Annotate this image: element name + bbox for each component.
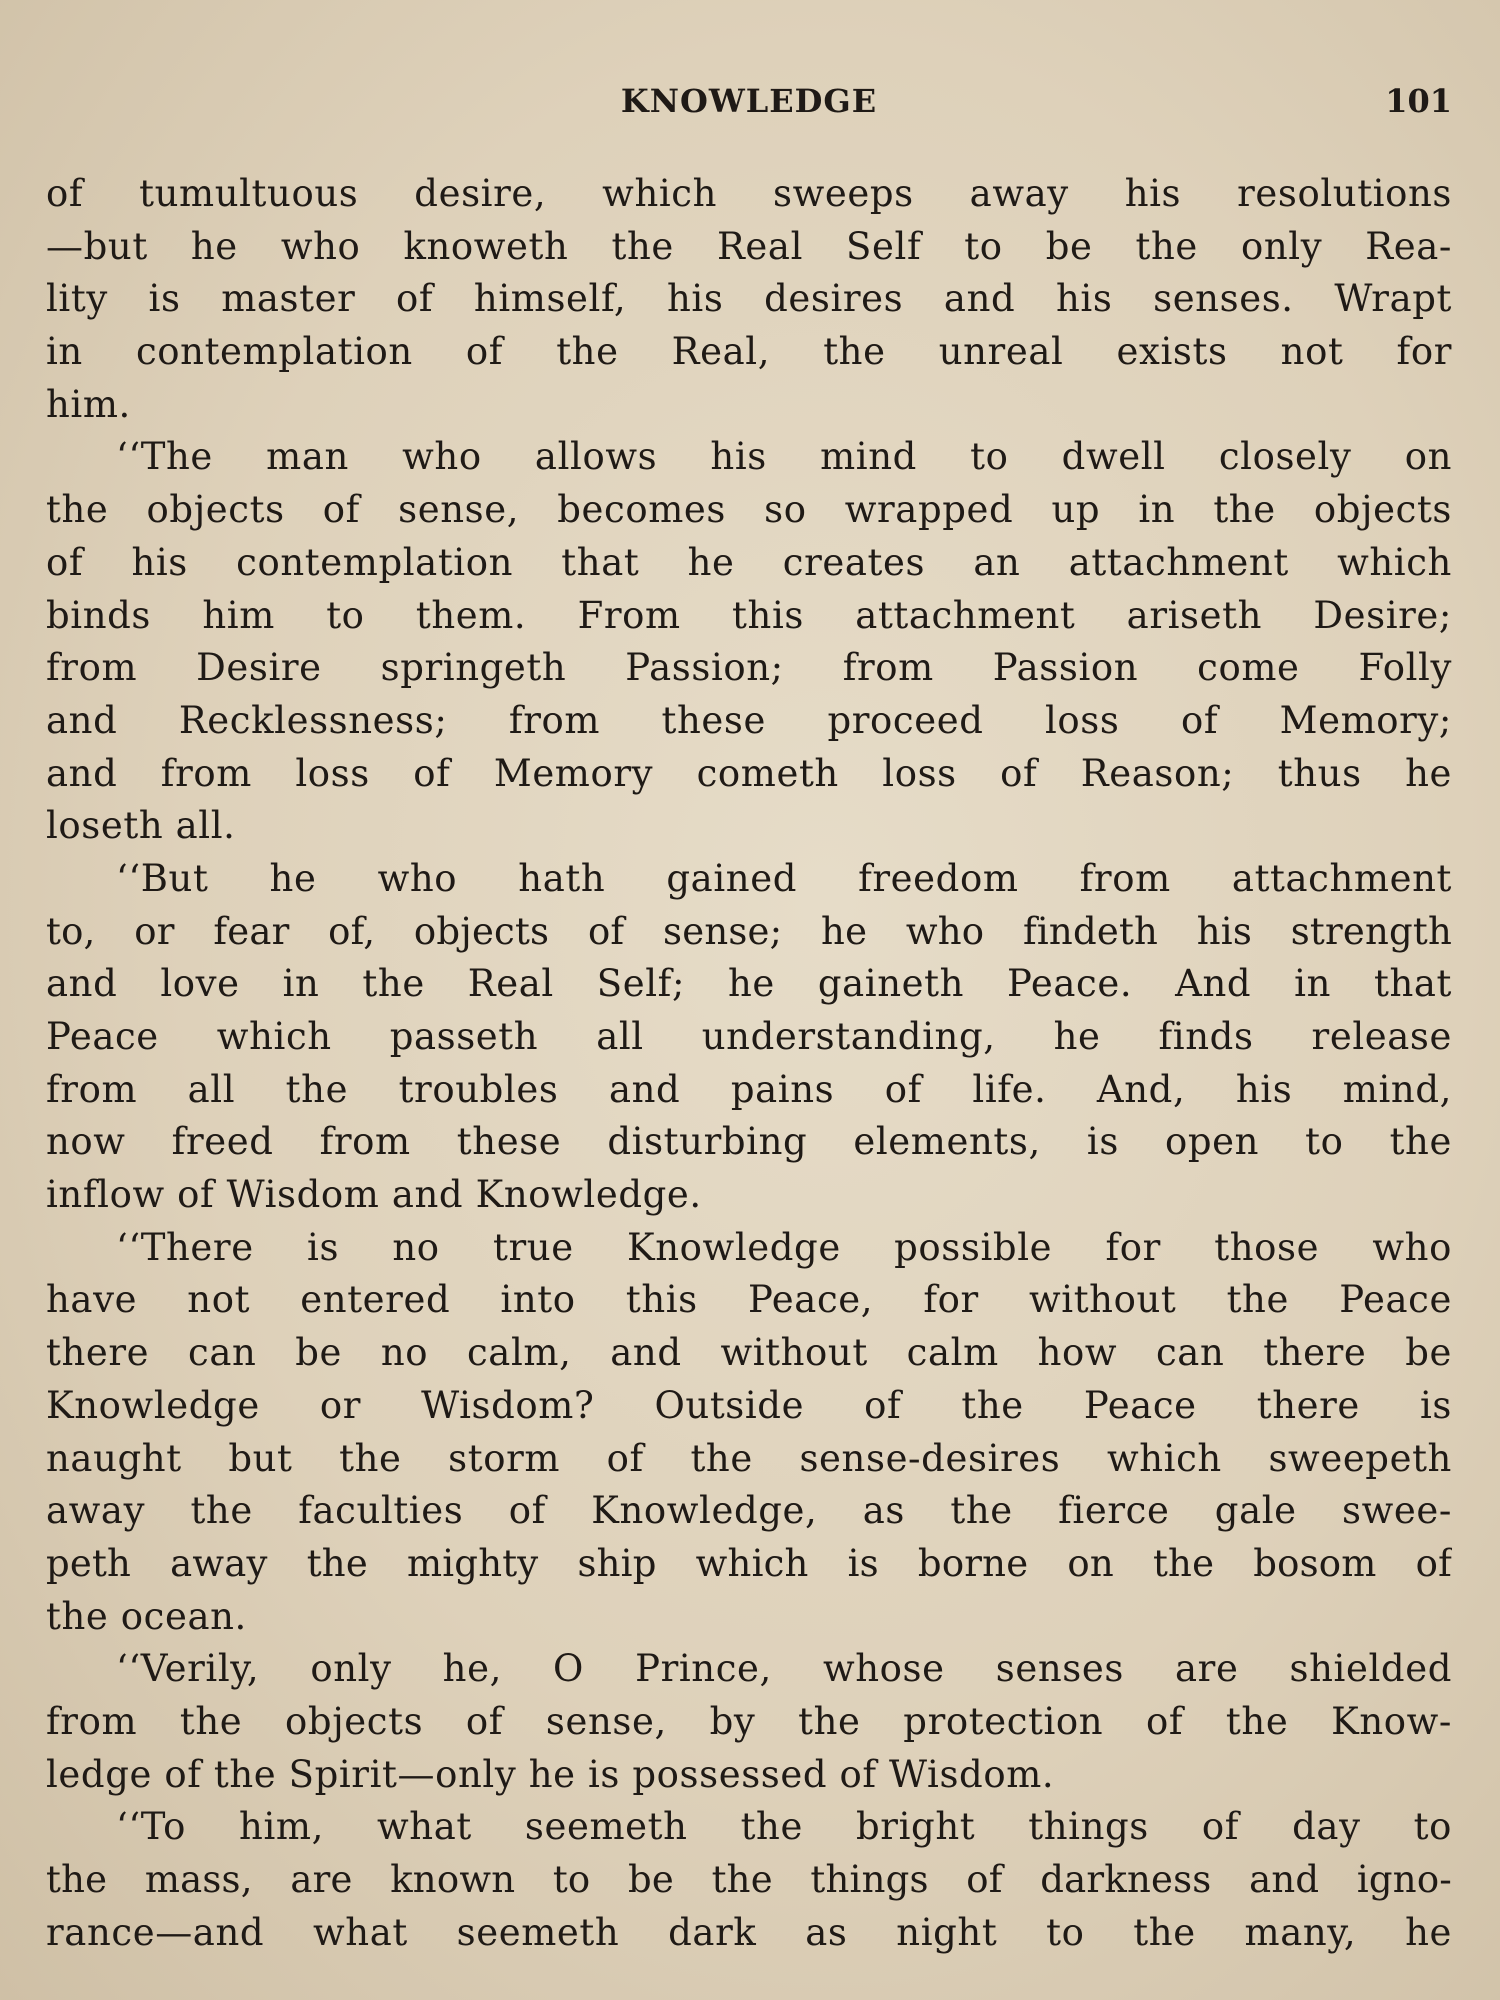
text-line: inflow of Wisdom and Knowledge.	[46, 1173, 702, 1217]
text-line: from the objects of sense, by the protection of the Know-	[46, 1699, 1452, 1743]
text-line: —but he who knoweth the Real Self to be the only Rea-	[46, 224, 1452, 268]
text-line: Peace which passeth all understanding, he finds release	[46, 1015, 1452, 1058]
text-line: rance—and what seemeth dark as night to the many, he	[46, 1910, 1452, 1954]
text-line: Knowledge or Wisdom? Outside of the Peace there is	[46, 1383, 1452, 1427]
text-line: in contemplation of the Real, the unreal exists not for	[46, 330, 1452, 374]
text-line: now freed from these disturbing elements, is open to the	[46, 1120, 1452, 1164]
text-line: ‘‘But he who hath gained freedom from attachment	[116, 856, 1452, 900]
text-line: away the faculties of Knowledge, as the fierce gale swee-	[46, 1489, 1452, 1533]
page-number: 101	[1385, 82, 1452, 120]
text-line: there can be no calm, and without calm how can there be	[46, 1331, 1452, 1375]
text-line: ‘‘Verily, only he, O Prince, whose senses are shielded	[116, 1647, 1452, 1691]
text-line: peth away the mighty ship which is borne on the bosom of	[46, 1541, 1452, 1585]
body-text	[46, 168, 1452, 1959]
text-line: ‘‘There is no true Knowledge possible for those who	[116, 1225, 1452, 1269]
page-header	[46, 82, 1452, 132]
text-line: loseth all.	[46, 804, 236, 848]
text-line: from all the troubles and pains of life. And, his mind,	[46, 1067, 1452, 1111]
text-line: and Recklessness; from these proceed loss of Memory;	[46, 698, 1452, 742]
text-line: and from loss of Memory cometh loss of Reason; thus he	[46, 751, 1452, 795]
text-line: ‘‘The man who allows his mind to dwell closely on	[116, 435, 1452, 479]
text-line: ‘‘To him, what seemeth the bright things of day to	[116, 1805, 1452, 1849]
text-line: the mass, are known to be the things of darkness and igno-	[46, 1858, 1452, 1901]
text-line: to, or fear of, objects of sense; he who findeth his strength	[46, 909, 1452, 953]
text-line: ledge of the Spirit—only he is possessed of Wisdom.	[46, 1752, 1055, 1796]
text-line: binds him to them. From this attachment ariseth Desire;	[46, 593, 1452, 637]
text-line: him.	[46, 382, 131, 426]
text-line: lity is master of himself, his desires and his senses. Wrapt	[46, 277, 1452, 321]
text-line: naught but the storm of the sense-desires which sweepeth	[46, 1436, 1452, 1480]
text-line: have not entered into this Peace, for without the Peace	[46, 1278, 1452, 1322]
text-line: of his contemplation that he creates an attachment which	[46, 540, 1452, 584]
text-line: of tumultuous desire, which sweeps away his resolutions	[46, 172, 1452, 215]
text-line: the ocean.	[46, 1594, 247, 1638]
text-line: the objects of sense, becomes so wrapped up in the objects	[46, 488, 1452, 532]
text-line: from Desire springeth Passion; from Passion come Folly	[46, 646, 1452, 690]
running-head: KNOWLEDGE	[620, 82, 878, 120]
text-line: and love in the Real Self; he gaineth Peace. And in that	[46, 962, 1452, 1006]
